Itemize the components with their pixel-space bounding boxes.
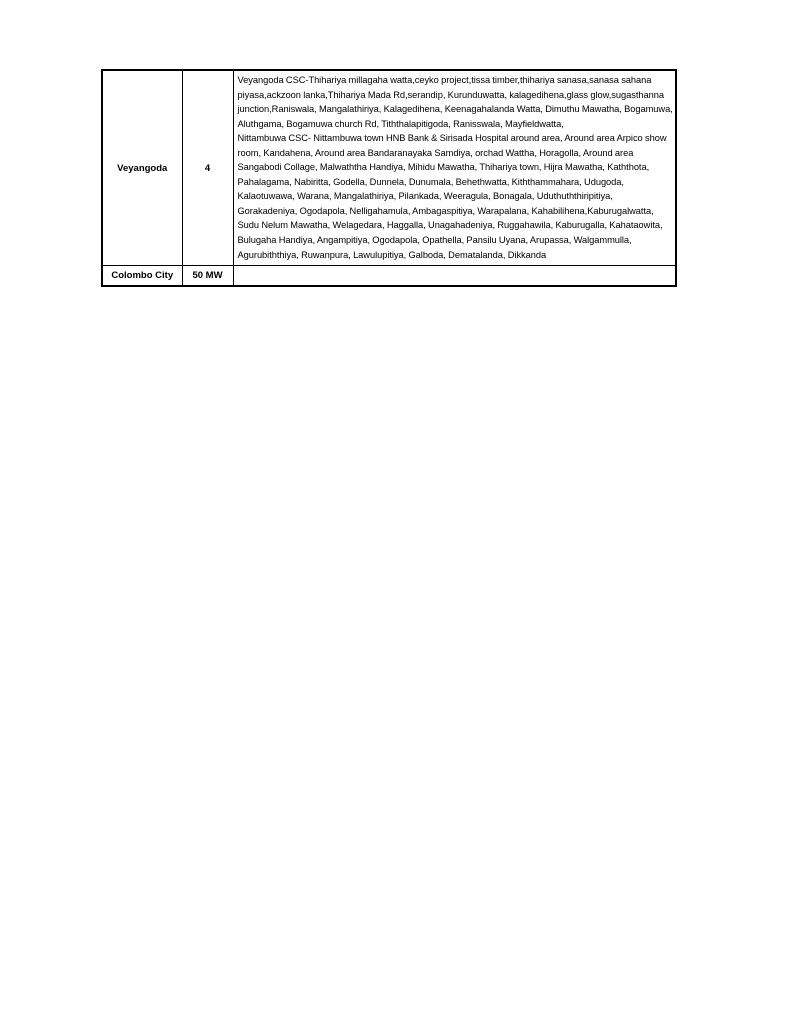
count-cell: 50 MW <box>182 266 233 287</box>
area-cell: Veyangoda <box>102 70 182 266</box>
affected-areas-cell <box>233 70 676 266</box>
affected-areas-cell <box>233 266 676 287</box>
veyangoda-csc-areas: Veyangoda CSC-Thihariya millagaha watta,ceyko project,tissa timber,thihariya sanasa,sanasa sahana piyasa,ackzoon lanka,Thihariya Mada Rd,serandip, Kurunduwatta, kalagedihena,glass glow,sugasthanna junction,Raniswala, Mangalathiriya, Kalagedihena, Keenagahalanda Watta, Dimuthu Mawatha, Bogamuwa, Aluthgama, Bogamuwa church Rd, Tiththalapitigoda, Ranisswala, Mayfieldwatta, <box>237 75 673 129</box>
nittambuwa-csc-areas: Nittambuwa CSC- Nittambuwa town HNB Bank & Sirisada Hospital around area, Around area Arpico show room, Kandahena, Around area Bandaranayaka Samdiya, orchad Wattha, Horagolla, Around area Sangabodi Collage, Malwaththa Handiya, Mihidu Mawatha, Thihariya town, Hijra Mawatha, Kaththota, Pahalagama, Nabiritta, Godella, Dunnela, Dunumala, Behethwatta, Kiththammahara, Udugoda, Kalaotuwawa, Warana, Mangalathiriya, Pilankada, Weeragula, Bonagala, Uduthuththiripitiya, Gorakadeniya, Ogodapola, Nelligahamula, Ambagaspitiya, Warapalana, Kahabilihena,Kaburugalwatta, Sudu Nelum Mawatha, Welagedara, Haggalla, Unagahadeniya, Ruggahawila, Kaburugalla, Kahataowita, Bulugaha Handiya, Angampitiya, Ogodapola, Opathella, Pansilu Uyana, Arupassa, Walgammulla, Agurubiththiya, Ruwanpura, Lawulupitiya, Galboda, Dematalanda, Dikkanda <box>237 133 667 260</box>
area-cell: Colombo City <box>102 266 182 287</box>
count-cell: 4 <box>182 70 233 266</box>
table-row <box>102 70 676 266</box>
outage-schedule-table <box>101 69 677 287</box>
table-row <box>102 266 676 287</box>
